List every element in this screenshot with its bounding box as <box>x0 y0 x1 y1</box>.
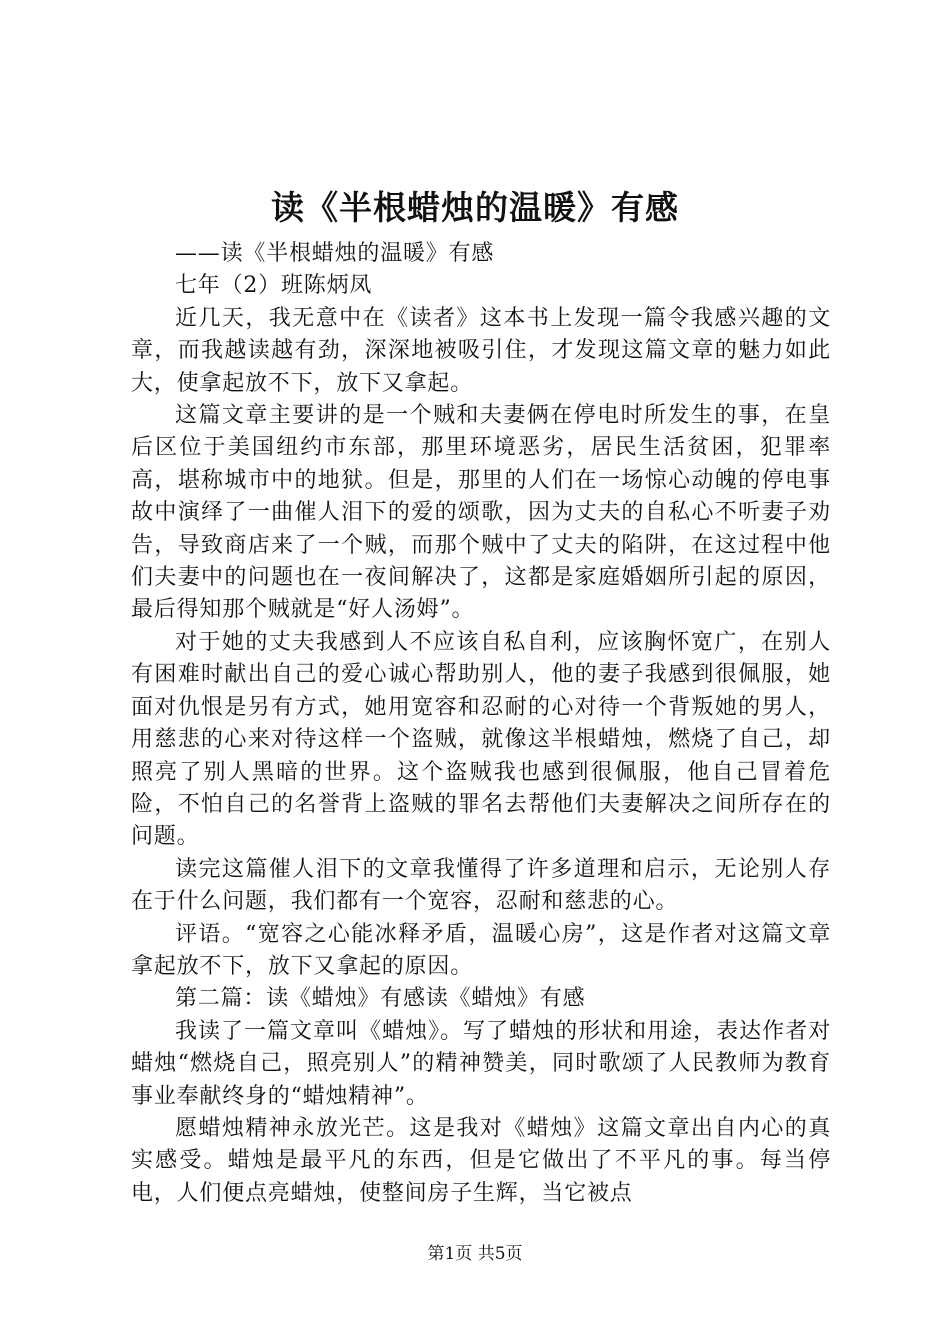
body-paragraph: 这篇文章主要讲的是一个贼和夫妻俩在停电时所发生的事，在皇后区位于美国纽约市东部，那里环境恶劣，居民生活贫困，犯罪率高，堪称城市中的地狱。但是，那里的人们在一场惊心动魄的停电事故中演绎了一曲催人泪下的爱的颂歌，因为丈夫的自私心不听妻子劝告，导致商店来了一个贼，而那个贼中了丈夫的陷阱，在这过程中他们夫妻中的问题也在一夜间解决了，这都是家庭婚姻所引起的原因，最后得知那个贼就是“好人汤姆”。 <box>131 403 831 623</box>
body-paragraph: 我读了一篇文章叫《蜡烛》。写了蜡烛的形状和用途，表达作者对蜡烛“燃烧自己，照亮别人”的精神赞美，同时歌颂了人民教师为教育事业奉献终身的“蜡烛精神”。 <box>131 1018 831 1109</box>
body-paragraph: 愿蜡烛精神永放光芒。这是我对《蜡烛》这篇文章出自内心的真实感受。蜡烛是最平凡的东西，但是它做出了不平凡的事。每当停电，人们便点亮蜡烛，使整间房子生辉，当它被点 <box>131 1115 831 1206</box>
section-heading: 第二篇：读《蜡烛》有感读《蜡烛》有感 <box>175 986 586 1012</box>
document-title: 读《半根蜡烛的温暖》有感 <box>271 188 679 227</box>
comment-paragraph: 评语。“宽容之心能冰释矛盾，温暖心房”，这是作者对这篇文章拿起放不下，放下又拿起的原因。 <box>131 921 831 979</box>
body-paragraph: 近几天，我无意中在《读者》这本书上发现一篇令我感兴趣的文章，而我越读越有劲，深深地被吸引住，才发现这篇文章的魅力如此大，使拿起放不下，放下又拿起。 <box>131 305 831 396</box>
author-line: 七年（2）班陈炳凤 <box>175 273 373 299</box>
document-body <box>131 238 831 1210</box>
page-footer: 第1页 共5页 <box>427 1244 523 1264</box>
body-paragraph: 读完这篇催人泪下的文章我懂得了许多道理和启示，无论别人存在于什么问题，我们都有一个宽容，忍耐和慈悲的心。 <box>131 856 831 915</box>
subtitle-line: ——读《半根蜡烛的温暖》有感 <box>175 241 495 266</box>
body-paragraph: 对于她的丈夫我感到人不应该自私自利，应该胸怀宽广，在别人有困难时献出自己的爱心诚心帮助别人，他的妻子我感到很佩服，她面对仇恨是另有方式，她用宽容和忍耐的心对待一个背叛她的男人，用慈悲的心来对待这样一个盗贼，就像这半根蜡烛，燃烧了自己，却照亮了别人黑暗的世界。这个盗贼我也感到很佩服，他自己冒着危险，不怕自己的名誉背上盗贼的罪名去帮他们夫妻解决之间所存在的问题。 <box>131 629 831 850</box>
